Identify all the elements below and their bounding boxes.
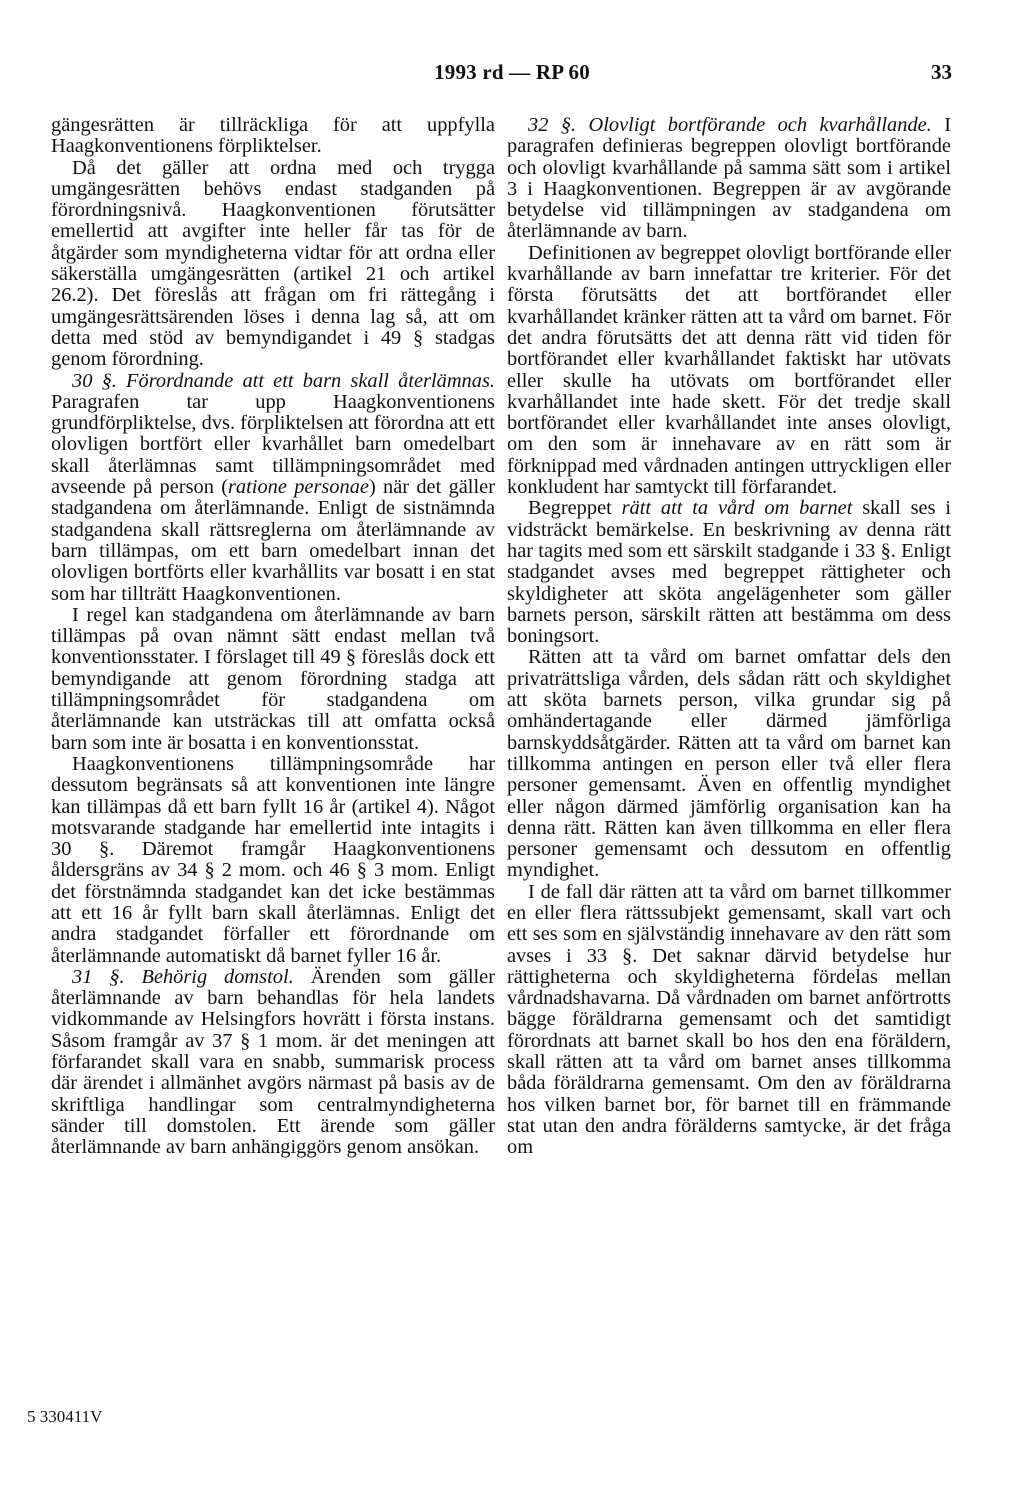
page-number: 33 [931, 60, 952, 84]
paragraph: Rätten att ta vård om barnet omfattar dels den privaträttsliga vården, dels sådan rätt och skyldighet att sköta barnets person, vilka grundar sig på omhändertagande eller därmed jämförliga barnskyddsåtgärder. Rätten att ta vård om barnet kan tillkomma antingen en person eller två eller flera personer gemensamt. Även en offentlig myndighet eller någon därmed jämförlig organisation kan ha denna rätt. Rätten kan även tillkomma en eller flera personer gemensamt och dessutom en offentlig myndighet. [507, 646, 951, 882]
paragraph: Definitionen av begreppet olovligt bortförande eller kvarhållande av barn innefattar tre kriterier. För det första förutsätts det att bortförandet eller kvarhållandet kränker rätten att ta vård om barnet. För det andra förutsätts det att denna rätt vid tiden för bortförandet eller kvarhållandet faktiskt har utövats eller skulle ha utövats om bortförandet eller kvarhållandet inte hade skett. För det tredje skall bortförandet eller kvarhållandet inte anses olovligt, om den som är innehavare av en rätt som är förknippad med vårdnaden antingen uttryckligen eller konkludent har samtyckt till förfarandet. [507, 241, 951, 499]
section-30-paragraph [51, 371, 495, 605]
paragraph-text-cont: skall ses i vidsträckt bemärkelse. En beskrivning av denna rätt har tagits med som ett särskilt stadgande i 33 §. Enligt stadgandet avses med begreppet rättigheter och skyldigheter att sköta angelägenheter som gäller barnets person, särskilt rätten att bestämma om dess boningsort. [507, 497, 951, 648]
section-31-paragraph [51, 967, 495, 1159]
paragraph: I regel kan stadgandena om återlämnande av barn tillämpas på ovan nämnt sätt endast mellan två konventionsstater. I förslaget till 49 § föreslås dock ett bemyndigande att genom förordning stadga att tillämpningsområdet för stadgandena om återlämnande kan utsträckas till att omfatta också barn som inte är bosatta i en konventionsstat. [51, 603, 495, 754]
section-31-text: Ärenden som gäller återlämnande av barn behandlas för hela landets vidkommande av Helsingfors hovrätt i första instans. Såsom framgår av 37 § 1 mom. är det meningen att förfarandet skall vara en snabb, summarisk process där ärendet i allmänhet avgörs närmast på basis av de skriftliga handlingar som centralmyndigheterna sänder till domstolen. Ett ärende som gäller återlämnande av barn anhängiggörs genom ansökan. [51, 965, 495, 1159]
section-31-heading: 31 §. Behörig domstol. [72, 965, 294, 988]
section-32-paragraph [507, 115, 951, 243]
paragraph: Haagkonventionens tillämpningsområde har dessutom begränsats så att konventionen inte längre kan tillämpas då ett barn fyllt 16 år (artikel 4). Något motsvarande stadgande har emellertid inte intagits i 30 §. Däremot framgår Haagkonventionens åldersgräns av 34 § 2 mom. och 46 § 3 mom. Enligt det förstnämnda stadgandet kan det icke bestämmas att ett 16 år fyllt barn skall återlämnas. Enligt det andra stadgandet förfaller ett förordnande om återlämnande automatiskt då barnet fyller 16 år. [51, 752, 495, 967]
latin-term: ratione personae [228, 476, 369, 499]
print-code: 5 330411V [27, 1407, 103, 1426]
paragraph [507, 498, 951, 647]
section-30-heading: 30 §. Förordnande att ett barn skall återlämnas. [72, 369, 495, 392]
paragraph: Då det gäller att ordna med och trygga umgängesrätten behövs endast stadganden på förordningsnivå. Haagkonventionen förutsätter emellertid att avgifter inte heller får tas för de åtgärder som myndigheterna vidtar för att ordna eller säkerställa umgängesrätten (artikel 21 och artikel 26.2). Det föreslås att frågan om fri rättegång i umgängesrättsärenden löses i denna lag så, att om detta med stöd av bemyndigandet i 49 § stadgas genom förordning. [51, 156, 495, 371]
section-30-text-cont: ) när det gäller stadgandena om återlämnande. Enligt de sistnämnda stadgandena skall rättsreglerna om återlämnande av barn tillämpas, om ett barn omedelbart innan det olovligen bortförts eller kvarhållits var bosatt i en stat som har tillträtt Haagkonventionen. [51, 476, 495, 605]
emphasized-term: rätt att ta vård om barnet [621, 497, 853, 520]
section-32-heading: 32 §. Olovligt bortförande och kvarhållande. [528, 114, 932, 136]
section-30-text: Paragrafen tar upp Haagkonventionens grundförpliktelse, dvs. förpliktelsen att förordna att ett olovligen bortfört eller kvarhållet barn omedelbart skall återlämnas samt tillämpningsområdet med avseende på person ( [51, 390, 495, 499]
right-column [507, 115, 951, 1159]
paragraph: I de fall där rätten att ta vård om barnet tillkommer en eller flera rättssubjekt gemensamt, skall vart och ett ses som en självständig innehavare av den rätt som avses i 33 §. Det saknar därvid betydelse hur rättigheterna och skyldigheterna fördelas mellan vårdnadshavarna. Då vårdnaden om barnet anförtrotts bägge föräldrarna gemensamt och det samtidigt förordnats att barnet skall bo hos den ena föräldern, skall rätten att ta vård om barnet anses tillkomma båda föräldrarna gemensamt. Om den av föräldrarna hos vilken barnet bor, för barnet till en främmande stat utan den andra förälderns samtycke, är det fråga om [507, 880, 951, 1159]
page-header [0, 60, 1024, 90]
paragraph: gängesrätten är tillräckliga för att uppfylla Haagkonventionens förpliktelser. [51, 114, 495, 158]
section-32-text: I paragrafen definieras begreppen olovligt bortförande och olovligt kvarhållande på samma sätt som i artikel 3 i Haagkonventionen. Begreppen är av avgörande betydelse vid tillämpningen av stadgandena om återlämnande av barn. [507, 114, 952, 243]
left-column [51, 115, 495, 1159]
paragraph-text: Begreppet [528, 497, 622, 520]
document-title: 1993 rd — RP 60 [434, 60, 590, 84]
